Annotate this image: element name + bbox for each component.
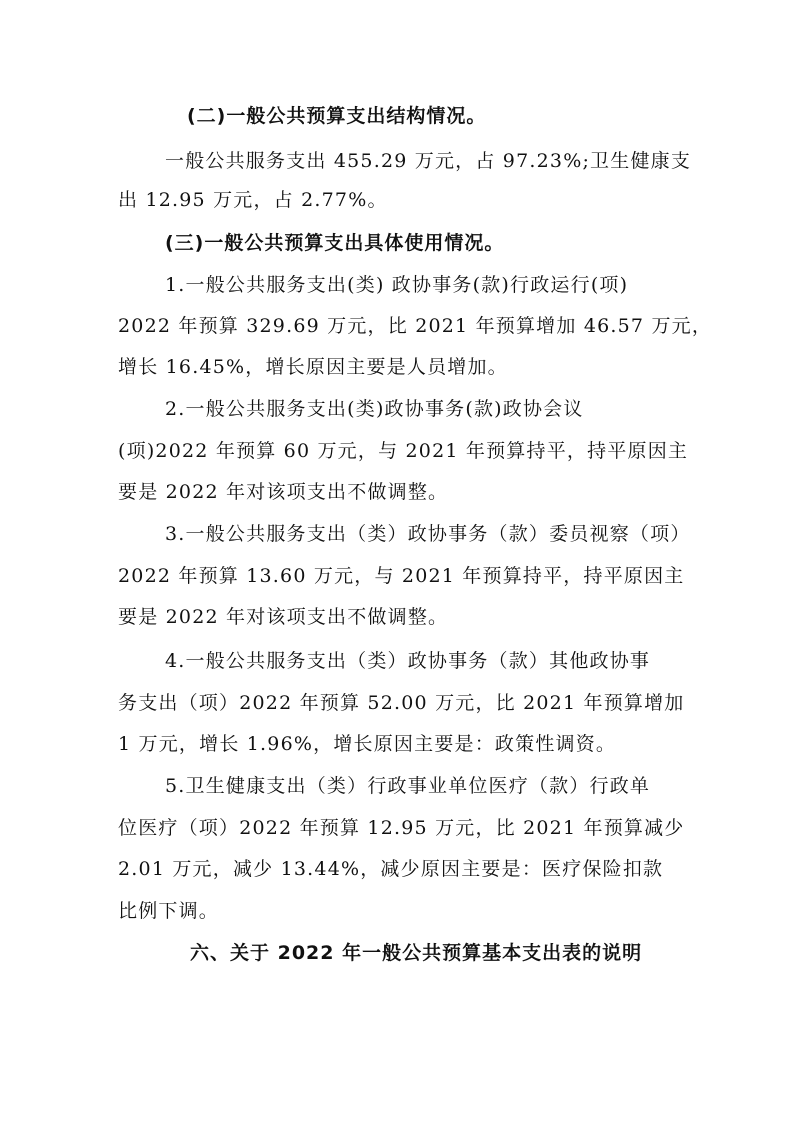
item-5-line: 2.01 万元，减少 13.44%，减少原因主要是：医疗保险扣款	[118, 858, 664, 880]
item-3-line: 2022 年预算 13.60 万元，与 2021 年预算持平，持平原因主	[118, 565, 685, 587]
item-5-line: 比例下调。	[118, 900, 220, 922]
item-4-line: 1 万元，增长 1.96%，增长原因主要是：政策性调资。	[118, 733, 617, 755]
item-2-line: 2.一般公共服务支出(类)政协事务(款)政协会议	[165, 398, 584, 420]
item-5-line: 位医疗（项）2022 年预算 12.95 万元，比 2021 年预算减少	[118, 817, 685, 839]
item-3-line: 要是 2022 年对该项支出不做调整。	[118, 606, 449, 628]
item-1-line: 1.一般公共服务支出(类) 政协事务(款)行政运行(项)	[165, 274, 629, 296]
item-3-line: 3.一般公共服务支出（类）政协事务（款）委员视察（项）	[165, 523, 691, 545]
paragraph-line: 一般公共服务支出 455.29 万元，占 97.23%;卫生健康支	[165, 150, 692, 172]
item-1-line: 增长 16.45%，增长原因主要是人员增加。	[118, 356, 508, 378]
item-4-line: 4.一般公共服务支出（类）政协事务（款）其他政协事	[165, 650, 651, 672]
item-1-line: 2022 年预算 329.69 万元，比 2021 年预算增加 46.57 万元，	[118, 315, 713, 337]
item-2-line: (项)2022 年预算 60 万元，与 2021 年预算持平，持平原因主	[118, 440, 689, 462]
section-heading-expenditure-usage: (三)一般公共预算支出具体使用情况。	[165, 232, 505, 254]
paragraph-line: 出 12.95 万元，占 2.77%。	[118, 189, 388, 211]
item-4-line: 务支出（项）2022 年预算 52.00 万元，比 2021 年预算增加	[118, 692, 685, 714]
item-5-line: 5.卫生健康支出（类）行政事业单位医疗（款）行政单	[165, 775, 651, 797]
section-heading-expenditure-structure: (二)一般公共预算支出结构情况。	[187, 105, 487, 127]
section-heading-basic-expenditure: 六、关于 2022 年一般公共预算基本支出表的说明	[190, 942, 643, 964]
item-2-line: 要是 2022 年对该项支出不做调整。	[118, 481, 449, 503]
